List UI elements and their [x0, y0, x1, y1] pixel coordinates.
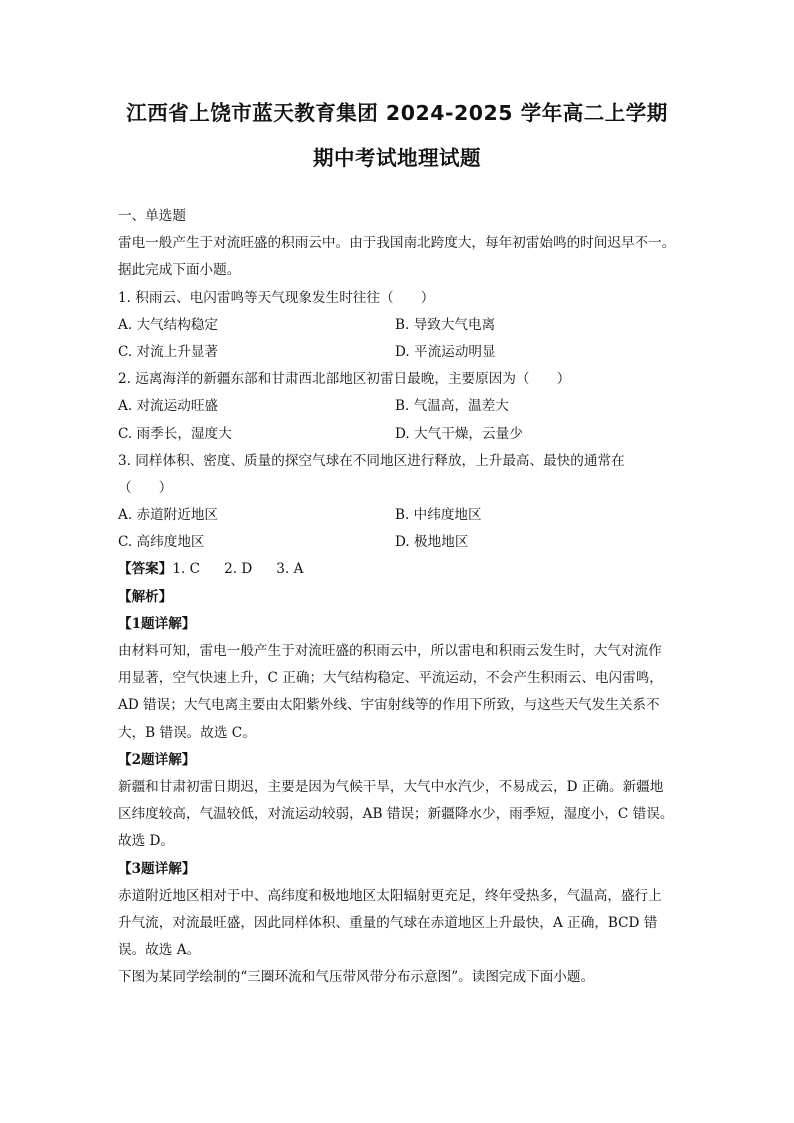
detail-2-text: 故选 D。 [118, 833, 175, 850]
option-a: A. 对流运动旺盛 [118, 398, 219, 415]
question-3-options-row [118, 502, 678, 529]
next-question-intro: 下图为某同学绘制的“三圈环流和气压带风带分布示意图”。读图完成下面小题。 [118, 969, 595, 986]
answer-line [118, 556, 678, 583]
document-body [118, 203, 678, 991]
answer-2: 2. D [224, 561, 253, 578]
option-a: A. 赤道附近地区 [118, 507, 219, 524]
option-b: B. 中纬度地区 [395, 507, 482, 524]
question-2-stem: 2. 远离海洋的新疆东部和甘肃西北部地区初雷日最晚，主要原因为（ ） [118, 371, 571, 388]
option-c: C. 高纬度地区 [118, 534, 205, 551]
option-b: B. 气温高，温差大 [395, 398, 509, 415]
option-d: D. 极地地区 [395, 534, 469, 551]
detail-1-text: AD 错误；大气电离主要由太阳紫外线、宇宙射线等的作用下所致，与这些天气发生关系不 [118, 697, 660, 714]
question-2-options-row [118, 393, 678, 420]
option-c: C. 对流上升显著 [118, 343, 219, 360]
document-title-line-1: 江西省上饶市蓝天教育集团 2024-2025 学年高二上学期 [126, 101, 668, 125]
option-c: C. 雨季长，湿度大 [118, 425, 232, 442]
analysis-label: 【解析】 [118, 588, 173, 605]
answer-label: 【答案】 [118, 561, 173, 578]
detail-2-label: 【2题详解】 [118, 751, 196, 768]
detail-2-text: 新疆和甘肃初雷日期迟，主要是因为气候干旱，大气中水汽少，不易成云，D 正确。新疆地 [118, 778, 664, 795]
question-3-stem-cont: （ ） [118, 479, 173, 496]
detail-1-label: 【1题详解】 [118, 615, 196, 632]
intro-text: 据此完成下面小题。 [118, 262, 241, 279]
detail-3-label: 【3题详解】 [118, 860, 196, 877]
option-a: A. 大气结构稳定 [118, 316, 219, 333]
question-2-options-row [118, 421, 678, 448]
question-1-options-row [118, 312, 678, 339]
detail-3-text: 误。故选 A。 [118, 942, 201, 959]
option-d: D. 大气干燥，云量少 [395, 425, 523, 442]
question-3-stem: 3. 同样体积、密度、质量的探空气球在不同地区进行释放，上升最高、最快的通常在 [118, 452, 625, 469]
intro-text: 雷电一般产生于对流旺盛的积雨云中。由于我国南北跨度大，每年初雷始鸣的时间迟早不一。 [118, 235, 676, 252]
detail-3-text: 赤道附近地区相对于中、高纬度和极地地区太阳辐射更充足，终年受热多，气温高，盛行上 [118, 887, 662, 904]
question-1-stem: 1. 积雨云、电闪雷鸣等天气现象发生时往往（ ） [118, 289, 435, 306]
question-1-options-row [118, 339, 678, 366]
answer-3: 3. A [276, 561, 304, 578]
detail-1-text: 大，B 错误。故选 C。 [118, 724, 256, 741]
detail-1-text: 用显著，空气快速上升，C 正确；大气结构稳定、平流运动，不会产生积雨云、电闪雷鸣， [118, 670, 663, 687]
detail-2-text: 区纬度较高，气温较低，对流运动较弱，AB 错误；新疆降水少，雨季短，湿度小，C 错误。 [118, 806, 674, 823]
question-3-options-row [118, 529, 678, 556]
option-d: D. 平流运动明显 [395, 343, 496, 360]
detail-3-text: 升气流，对流最旺盛，因此同样体积、重量的气球在赤道地区上升最快，A 正确，BCD 错 [118, 914, 658, 931]
detail-1-text: 由材料可知，雷电一般产生于对流旺盛的积雨云中，所以雷电和积雨云发生时，大气对流作 [118, 643, 662, 659]
option-b: B. 导致大气电离 [395, 316, 496, 333]
answer-1: 1. C [172, 561, 201, 578]
section-heading: 一、单选题 [118, 208, 186, 224]
document-title-line-2: 期中考试地理试题 [313, 146, 481, 170]
